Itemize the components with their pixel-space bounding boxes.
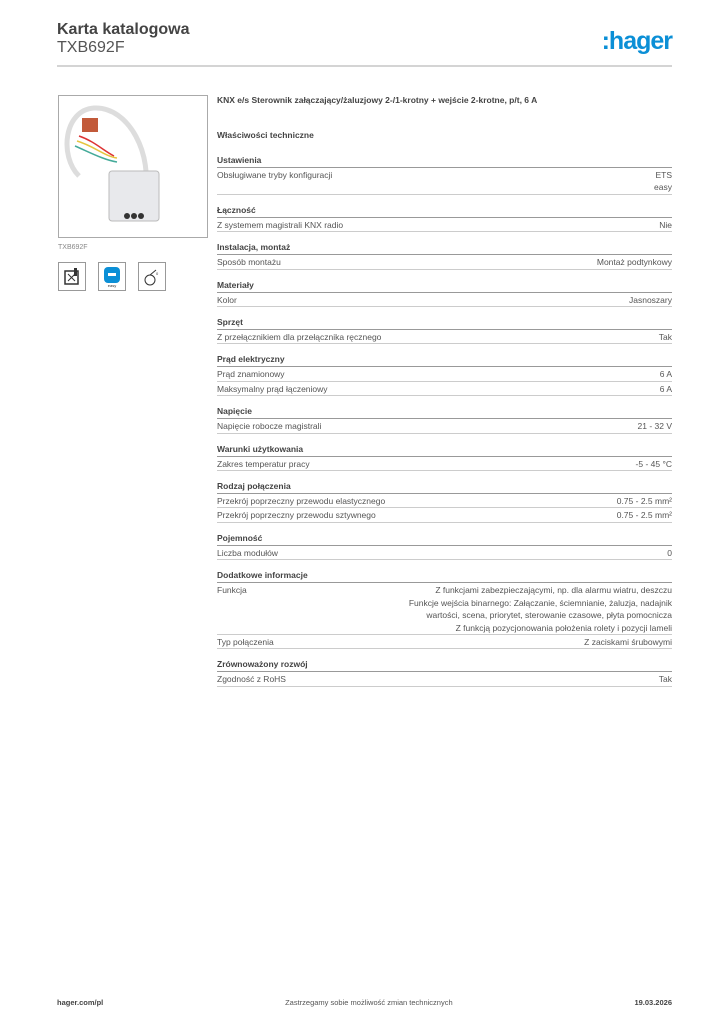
section-heading: Materiały <box>217 279 672 293</box>
spec-label: Funkcja <box>217 585 247 596</box>
section-heading: Ustawienia <box>217 154 672 168</box>
spec-row <box>217 293 672 307</box>
section-heading: Łączność <box>217 204 672 218</box>
spec-section <box>217 658 672 686</box>
spec-label: Z systemem magistrali KNX radio <box>217 219 344 230</box>
spec-label: Typ połączenia <box>217 636 274 647</box>
section-heading: Prąd elektryczny <box>217 353 672 367</box>
spec-label: Przekrój poprzeczny przewodu elastycznego <box>217 496 386 507</box>
easy-config-icon <box>98 262 126 291</box>
spec-row <box>217 494 672 508</box>
spec-label: Kolor <box>217 294 237 305</box>
section-heading: Instalacja, montaż <box>217 241 672 255</box>
spec-row <box>217 508 672 522</box>
spec-label: Liczba modułów <box>217 547 278 558</box>
spec-row <box>217 419 672 433</box>
spec-value: Z funkcjami zabezpieczającymi, np. dla alarmu wiatru, deszczu Funkcje wejścia binarnego: Załączanie, ściemnianie, żaluzja, nadajnik wartości, scena, priorytet, sterowanie czasowe, płyta pomocnicza Z funkcją pozycjonowania położenia rolety i pozycji lameli <box>408 585 672 633</box>
spec-row <box>217 546 672 560</box>
spec-row <box>217 168 672 195</box>
spec-row <box>217 457 672 471</box>
section-heading: Pojemność <box>217 532 672 546</box>
svg-text:0: 0 <box>156 270 159 276</box>
footer-date: 19.03.2026 <box>634 998 672 1007</box>
spec-row <box>217 382 672 396</box>
spec-row <box>217 367 672 381</box>
spec-value: Nie <box>659 219 672 230</box>
svg-text:easy: easy <box>107 282 117 288</box>
spec-label: Maksymalny prąd łączeniowy <box>217 383 328 394</box>
binary-input-icon <box>138 262 166 291</box>
page-title: Karta katalogowa <box>57 21 190 38</box>
spec-value: Tak <box>658 332 672 343</box>
spec-value: Jasnoszary <box>629 294 672 305</box>
flush-mount-icon <box>58 262 86 291</box>
spec-label: Napięcie robocze magistrali <box>217 421 322 432</box>
props-heading: Właściwości techniczne <box>217 130 314 140</box>
section-heading: Napięcie <box>217 405 672 419</box>
spec-label: Zgodność z RoHS <box>217 674 286 685</box>
spec-section <box>217 241 672 269</box>
spec-value: 6 A <box>659 369 672 380</box>
spec-label: Przekrój poprzeczny przewodu sztywnego <box>217 510 376 521</box>
product-code: TXB692F <box>57 39 125 56</box>
spec-row <box>217 330 672 344</box>
spec-section <box>217 154 672 195</box>
section-heading: Warunki użytkowania <box>217 443 672 457</box>
spec-row <box>217 583 672 635</box>
spec-section <box>217 405 672 433</box>
section-heading: Rodzaj połączenia <box>217 480 672 494</box>
spec-label: Obsługiwane tryby konfiguracji <box>217 170 333 180</box>
spec-label: Sposób montażu <box>217 257 281 268</box>
spec-value: -5 - 45 °C <box>635 458 672 469</box>
spec-section <box>217 443 672 471</box>
spec-label: Zakres temperatur pracy <box>217 458 310 469</box>
spec-value: 0 <box>667 547 672 558</box>
footer-website[interactable]: hager.com/pl <box>57 998 104 1007</box>
footer <box>57 998 672 1007</box>
spec-value: Montaż podtynkowy <box>596 257 672 268</box>
spec-value: Z zaciskami śrubowymi <box>584 636 672 647</box>
section-heading: Dodatkowe informacje <box>217 569 672 583</box>
spec-row <box>217 255 672 269</box>
image-caption: TXB692F <box>58 244 88 251</box>
spec-section <box>217 480 672 523</box>
hager-logo: :hager <box>601 27 672 55</box>
spec-value: 0.75 - 2.5 mm² <box>616 510 672 521</box>
spec-value: 0.75 - 2.5 mm² <box>616 496 672 507</box>
spec-section <box>217 353 672 396</box>
product-image <box>58 95 208 238</box>
product-description: KNX e/s Sterownik załączający/żaluzjowy 2-/1-krotny + wejście 2-krotne, p/t, 6 A <box>217 95 538 105</box>
section-heading: Sprzęt <box>217 316 672 330</box>
spec-value: Tak <box>658 674 672 685</box>
spec-section <box>217 316 672 344</box>
spec-section <box>217 532 672 560</box>
spec-panel <box>217 94 672 687</box>
spec-row <box>217 672 672 686</box>
spec-section <box>217 569 672 649</box>
spec-section <box>217 204 672 232</box>
spec-section <box>217 279 672 307</box>
spec-label: Prąd znamionowy <box>217 369 285 380</box>
spec-value: ETS easy <box>654 170 672 193</box>
footer-disclaimer: Zastrzegamy sobie możliwość zmian technicznych <box>285 998 453 1007</box>
section-heading: Zrównoważony rozwój <box>217 658 672 672</box>
spec-row <box>217 635 672 649</box>
spec-label: Z przełącznikiem dla przełącznika ręcznego <box>217 332 382 343</box>
header-divider <box>57 65 672 67</box>
spec-value: 6 A <box>659 383 672 394</box>
spec-row <box>217 218 672 232</box>
spec-value: 21 - 32 V <box>637 421 672 432</box>
